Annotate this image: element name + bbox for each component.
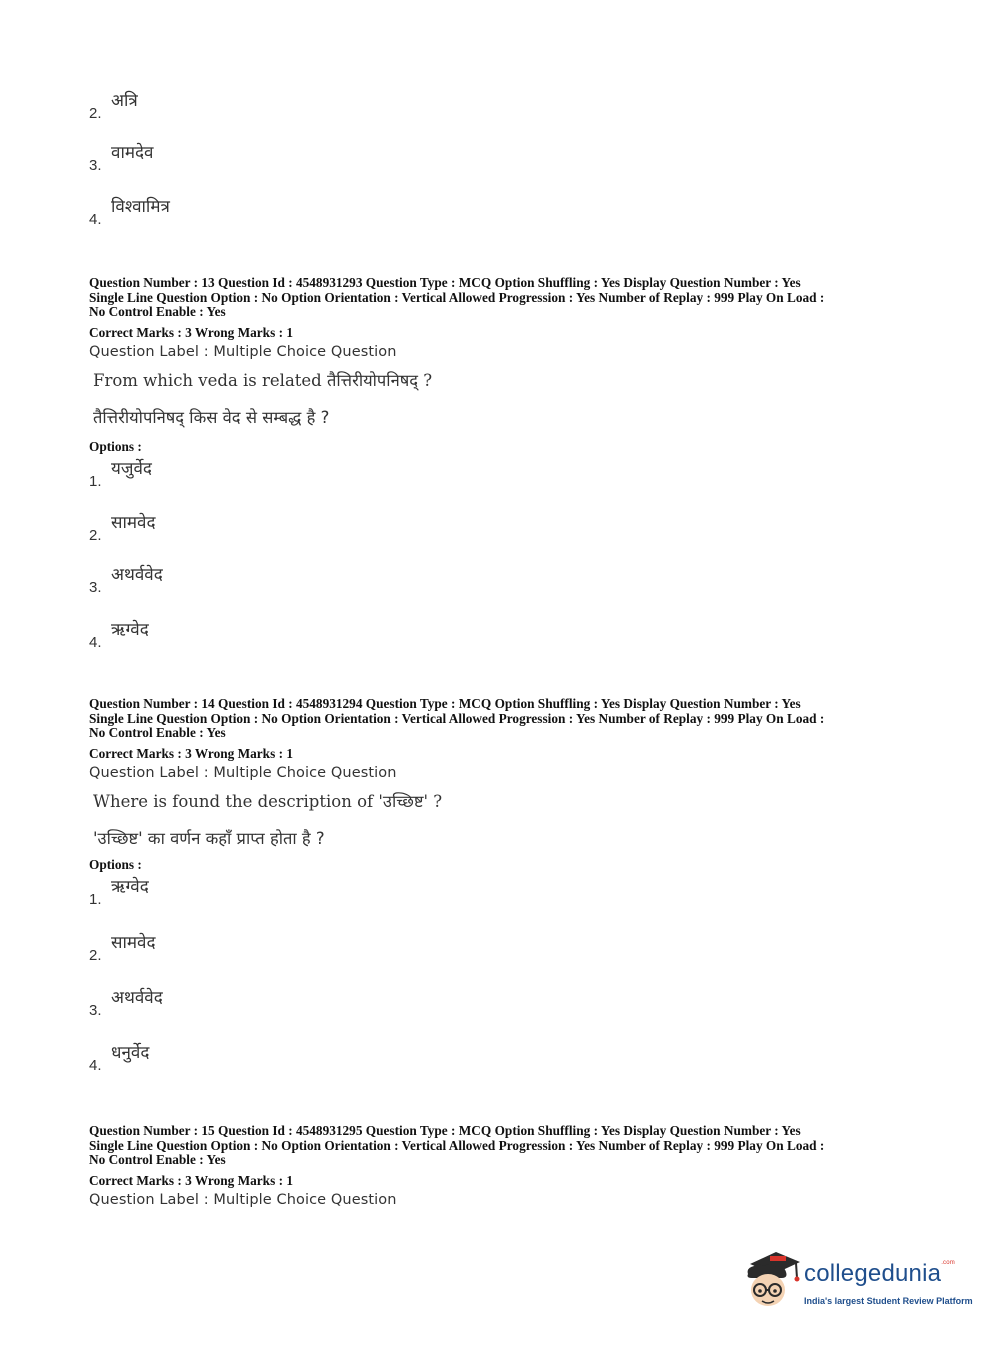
brand-name-text: collegedunia (804, 1260, 942, 1287)
meta-line: Single Line Question Option : No Option Orientation : Vertical Allowed Progression : Yes Number of Replay : 999 Play On Load : (89, 289, 825, 305)
question-text-hindi: तैत्तिरीयोपनिषद् किस वेद से सम्बद्ध है ? (93, 408, 330, 427)
question-label: Question Label : Multiple Choice Question (89, 1192, 397, 1208)
option-number: 1. (89, 891, 102, 908)
brand-name (804, 1260, 955, 1288)
brand-tagline: India's largest Student Review Platform (804, 1296, 973, 1306)
option-text: विश्वामित्र (111, 197, 170, 217)
question-text-english: From which veda is related तैत्तिरीयोपनिषद् ? (93, 371, 433, 390)
question-meta (89, 1124, 919, 1168)
option-number: 3. (89, 1002, 102, 1019)
question-marks: Correct Marks : 3 Wrong Marks : 1 (89, 746, 293, 761)
option-text: यजुर्वेद (111, 459, 152, 479)
meta-line: Single Line Question Option : No Option Orientation : Vertical Allowed Progression : Yes Number of Replay : 999 Play On Load : (89, 1137, 825, 1153)
meta-line: Question Number : 15 Question Id : 4548931295 Question Type : MCQ Option Shuffling : Yes Display Question Number : Yes (89, 1123, 801, 1138)
option-text: सामवेद (111, 933, 156, 953)
question-text-hindi: 'उच्छिष्ट' का वर्णन कहाँ प्राप्त होता है ? (93, 829, 325, 848)
meta-line: No Control Enable : Yes (89, 304, 226, 319)
meta-line: No Control Enable : Yes (89, 1152, 226, 1167)
option-number: 3. (89, 157, 102, 174)
options-heading: Options : (89, 857, 142, 872)
options-heading: Options : (89, 439, 142, 454)
option-number: 2. (89, 527, 102, 544)
option-text: धनुर्वेद (111, 1043, 150, 1063)
question-marks: Correct Marks : 3 Wrong Marks : 1 (89, 325, 293, 340)
meta-line: No Control Enable : Yes (89, 725, 226, 740)
question-marks: Correct Marks : 3 Wrong Marks : 1 (89, 1173, 293, 1188)
meta-line: Single Line Question Option : No Option Orientation : Vertical Allowed Progression : Yes Number of Replay : 999 Play On Load : (89, 710, 825, 726)
option-text: ऋग्वेद (111, 877, 149, 897)
question-label: Question Label : Multiple Choice Question (89, 344, 397, 360)
question-meta (89, 276, 919, 320)
option-text: अथर्ववेद (111, 988, 163, 1008)
option-text: वामदेव (111, 143, 154, 163)
option-text: अथर्ववेद (111, 565, 163, 585)
brand-suffix: .com (941, 1260, 955, 1266)
mascot-icon (742, 1248, 802, 1312)
option-number: 3. (89, 579, 102, 596)
option-number: 4. (89, 211, 102, 228)
option-text: अत्रि (111, 91, 138, 111)
option-number: 2. (89, 947, 102, 964)
meta-line: Question Number : 13 Question Id : 4548931293 Question Type : MCQ Option Shuffling : Yes Display Question Number : Yes (89, 275, 801, 290)
meta-line: Question Number : 14 Question Id : 4548931294 Question Type : MCQ Option Shuffling : Yes Display Question Number : Yes (89, 696, 801, 711)
option-text: सामवेद (111, 513, 156, 533)
question-text-english: Where is found the description of 'उच्छिष्ट' ? (93, 792, 443, 811)
option-number: 2. (89, 105, 102, 122)
question-meta (89, 697, 919, 741)
option-number: 1. (89, 473, 102, 490)
brand-logo (742, 1248, 972, 1312)
option-text: ऋग्वेद (111, 620, 149, 640)
option-number: 4. (89, 1057, 102, 1074)
question-label: Question Label : Multiple Choice Question (89, 765, 397, 781)
option-number: 4. (89, 634, 102, 651)
